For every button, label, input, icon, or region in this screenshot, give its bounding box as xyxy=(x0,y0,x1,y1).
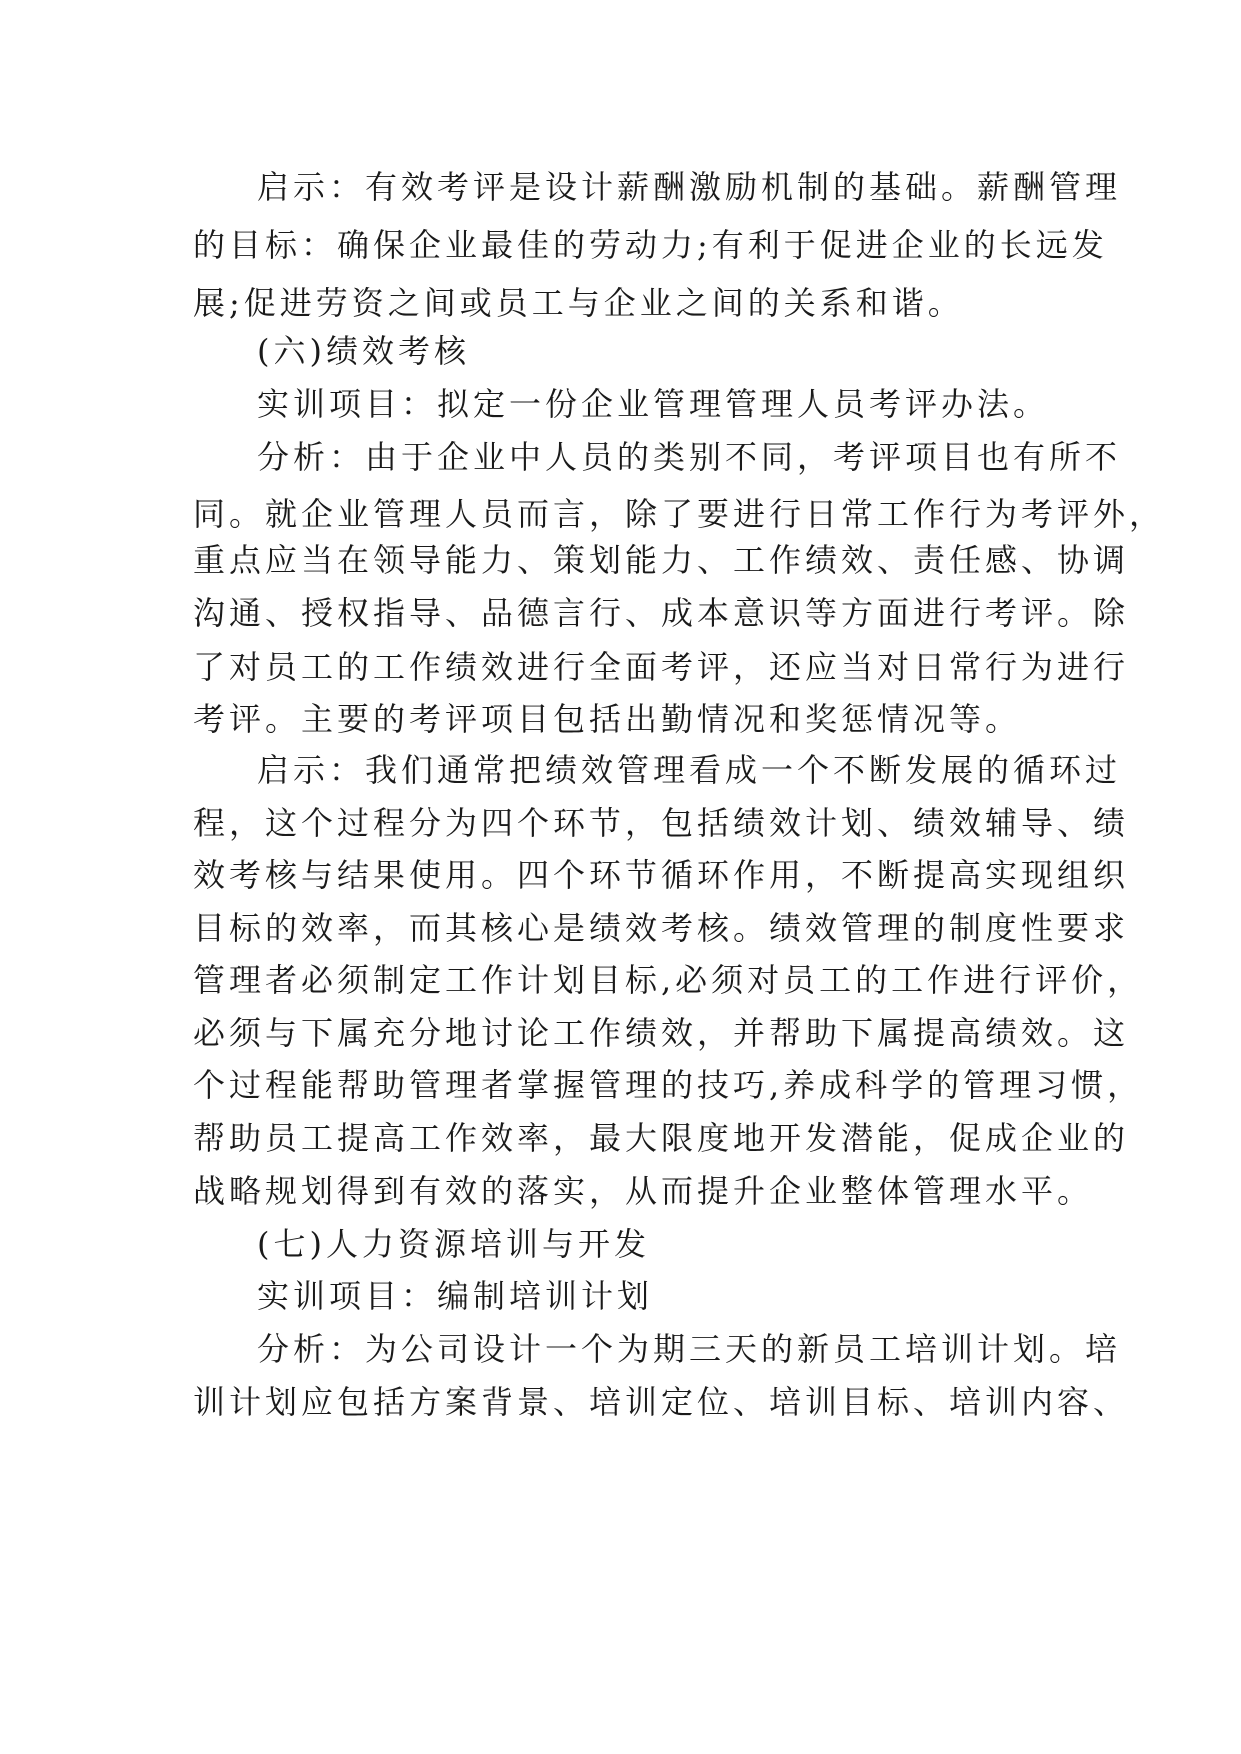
section-heading: (七)人力资源培训与开发 xyxy=(257,1225,650,1263)
paragraph-line: 分析：为公司设计一个为期三天的新员工培训计划。培 xyxy=(257,1330,1122,1368)
paragraph-line: 目标的效率，而其核心是绩效考核。绩效管理的制度性要求 xyxy=(193,909,1130,947)
section-heading: (六)绩效考核 xyxy=(257,332,470,370)
paragraph-line: 程，这个过程分为四个环节，包括绩效计划、绩效辅导、绩 xyxy=(193,804,1130,842)
paragraph-line: 的目标：确保企业最佳的劳动力;有利于促进企业的长远发 xyxy=(193,226,1108,264)
paragraph-line: 管理者必须制定工作计划目标,必须对员工的工作进行评价， xyxy=(193,961,1144,999)
paragraph-line: 了对员工的工作绩效进行全面考评，还应当对日常行为进行 xyxy=(193,648,1130,686)
paragraph-line: 展;促进劳资之间或员工与企业之间的关系和谐。 xyxy=(193,284,964,322)
paragraph-line: 必须与下属充分地讨论工作绩效，并帮助下属提高绩效。这 xyxy=(193,1014,1130,1052)
paragraph-line: 同。就企业管理人员而言，除了要进行日常工作行为考评外， xyxy=(193,495,1166,533)
paragraph-line: 启示：我们通常把绩效管理看成一个不断发展的循环过 xyxy=(257,751,1122,789)
paragraph-line: 战略规划得到有效的落实，从而提升企业整体管理水平。 xyxy=(193,1172,1094,1210)
paragraph-line: 训计划应包括方案背景、培训定位、培训目标、培训内容、 xyxy=(193,1383,1130,1421)
paragraph-line: 分析：由于企业中人员的类别不同，考评项目也有所不 xyxy=(257,438,1122,476)
paragraph-line: 帮助员工提高工作效率，最大限度地开发潜能，促成企业的 xyxy=(193,1119,1130,1157)
paragraph-line: 启示：有效考评是设计薪酬激励机制的基础。薪酬管理 xyxy=(257,168,1122,206)
paragraph-line: 效考核与结果使用。四个环节循环作用，不断提高实现组织 xyxy=(193,856,1130,894)
paragraph-line: 实训项目：拟定一份企业管理管理人员考评办法。 xyxy=(257,385,1050,423)
paragraph-line: 实训项目：编制培训计划 xyxy=(257,1277,654,1315)
paragraph-line: 考评。主要的考评项目包括出勤情况和奖惩情况等。 xyxy=(193,700,1022,738)
paragraph-line: 重点应当在领导能力、策划能力、工作绩效、责任感、协调 xyxy=(193,541,1130,579)
paragraph-line: 个过程能帮助管理者掌握管理的技巧,养成科学的管理习惯， xyxy=(193,1066,1144,1104)
paragraph-line: 沟通、授权指导、品德言行、成本意识等方面进行考评。除 xyxy=(193,594,1130,632)
